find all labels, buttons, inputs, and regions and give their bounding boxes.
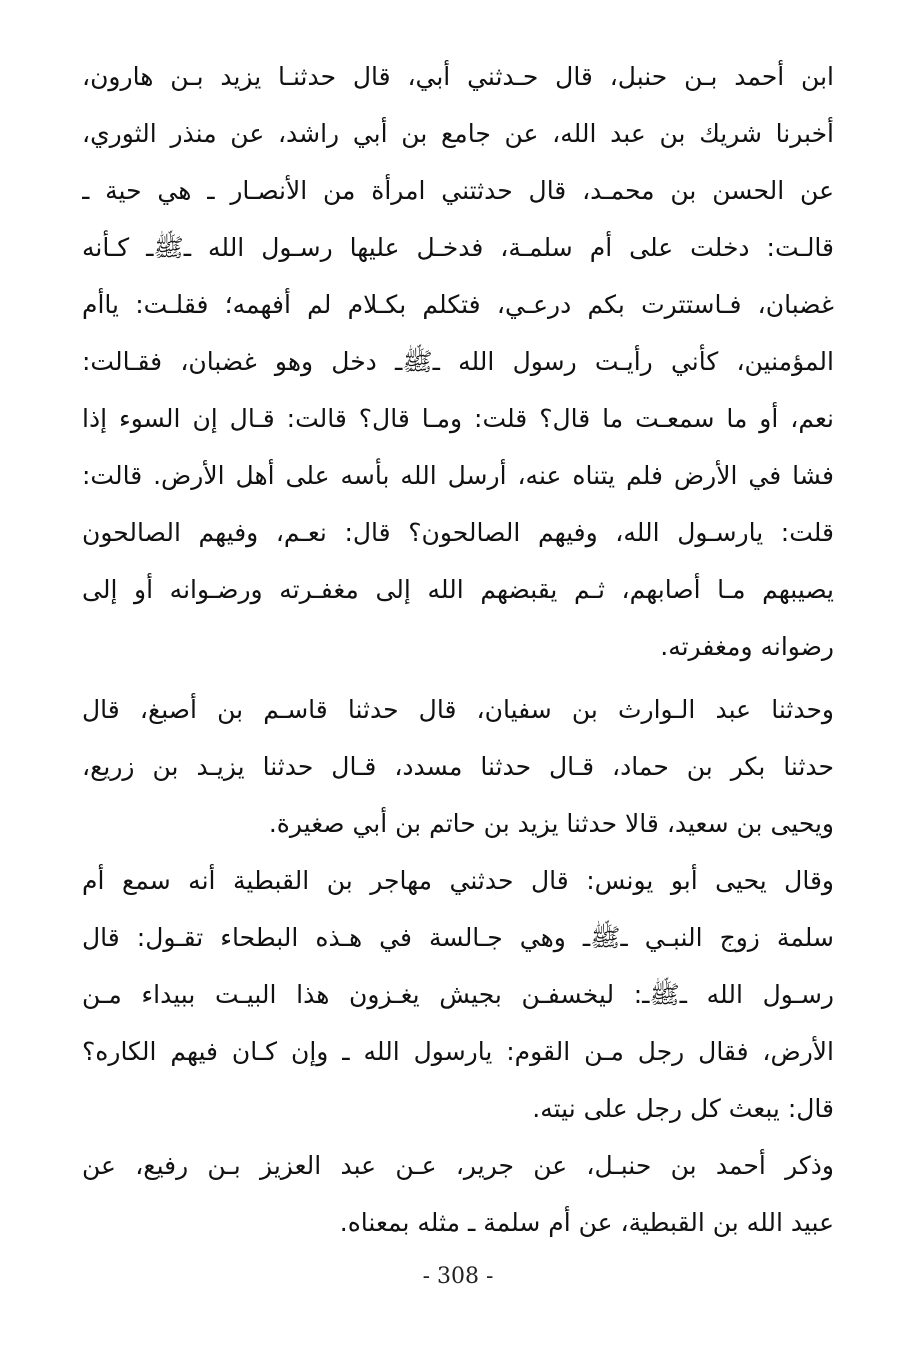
text-line: وذكر أحمد بن حنبـل، عن جرير، عـن عبد العزيز بـن رفيع، عن <box>82 1151 834 1180</box>
text-line: قالـت: دخلت على أم سلمـة، فدخـل عليها رسـول الله ـﷺـ كـأنه <box>82 233 834 262</box>
page-body-text <box>82 48 834 1251</box>
paragraph-1 <box>82 48 834 675</box>
text-line: ابن أحمد بـن حنبل، قال حـدثني أبي، قال حدثنـا يزيد بـن هارون، <box>82 62 834 91</box>
text-line: الأرض، فقال رجل مـن القوم: يارسول الله ـ وإن كـان فيهم الكاره؟ <box>82 1037 834 1066</box>
paragraph-4 <box>82 1137 834 1251</box>
text-line: أخبرنا شريك بن عبد الله، عن جامع بن أبي راشد، عن منذر الثوري، <box>82 119 834 148</box>
text-line: رضوانه ومغفرته. <box>660 632 834 661</box>
text-line: رسـول الله ـﷺـ: ليخسفـن بجيش يغـزون هذا البيـت ببيداء مـن <box>82 980 834 1009</box>
text-line: قال: يبعث كل رجل على نيته. <box>532 1094 834 1123</box>
text-line: عبيد الله بن القبطية، عن أم سلمة ـ مثله بمعناه. <box>339 1208 834 1237</box>
text-line: فشا في الأرض فلم يتناه عنه، أرسل الله بأسه على أهل الأرض. قالت: <box>82 461 834 490</box>
text-line: قلت: يارسـول الله، وفيهم الصالحون؟ قال: نعـم، وفيهم الصالحون <box>82 518 834 547</box>
text-line: غضبان، فـاستترت بكم درعـي، فتكلم بكـلام لم أفهمه؛ فقلـت: ياأم <box>82 290 834 319</box>
text-line: وحدثنا عبد الـوارث بن سفيان، قال حدثنا قاسـم بن أصبغ، قال <box>82 695 834 724</box>
paragraph-3 <box>82 852 834 1137</box>
text-line: يصيبهم مـا أصابهم، ثـم يقبضهم الله إلى مغفـرته ورضـوانه أو إلى <box>82 575 834 604</box>
text-line: وقال يحيى أبو يونس: قال حدثني مهاجر بن القبطية أنه سمع أم <box>82 866 834 895</box>
text-line: حدثنا بكر بن حماد، قـال حدثنا مسدد، قـال حدثنا يزيـد بن زريع، <box>82 752 834 781</box>
text-line: ويحيى بن سعيد، قالا حدثنا يزيد بن حاتم بن أبي صغيرة. <box>268 809 834 838</box>
text-line: المؤمنين، كأني رأيـت رسول الله ـﷺـ دخل وهو غضبان، فقـالت: <box>82 347 834 376</box>
text-line: عن الحسن بن محمـد، قال حدثتني امرأة من الأنصـار ـ هي حية ـ <box>82 176 834 205</box>
text-line: نعم، أو ما سمعـت ما قال؟ قلت: ومـا قال؟ قالت: قـال إن السوء إذا <box>82 404 834 433</box>
paragraph-2 <box>82 681 834 852</box>
text-line: سلمة زوج النبـي ـﷺـ وهي جـالسة في هـذه البطحاء تقـول: قال <box>82 923 834 952</box>
page-number: - 308 - <box>422 1264 494 1289</box>
